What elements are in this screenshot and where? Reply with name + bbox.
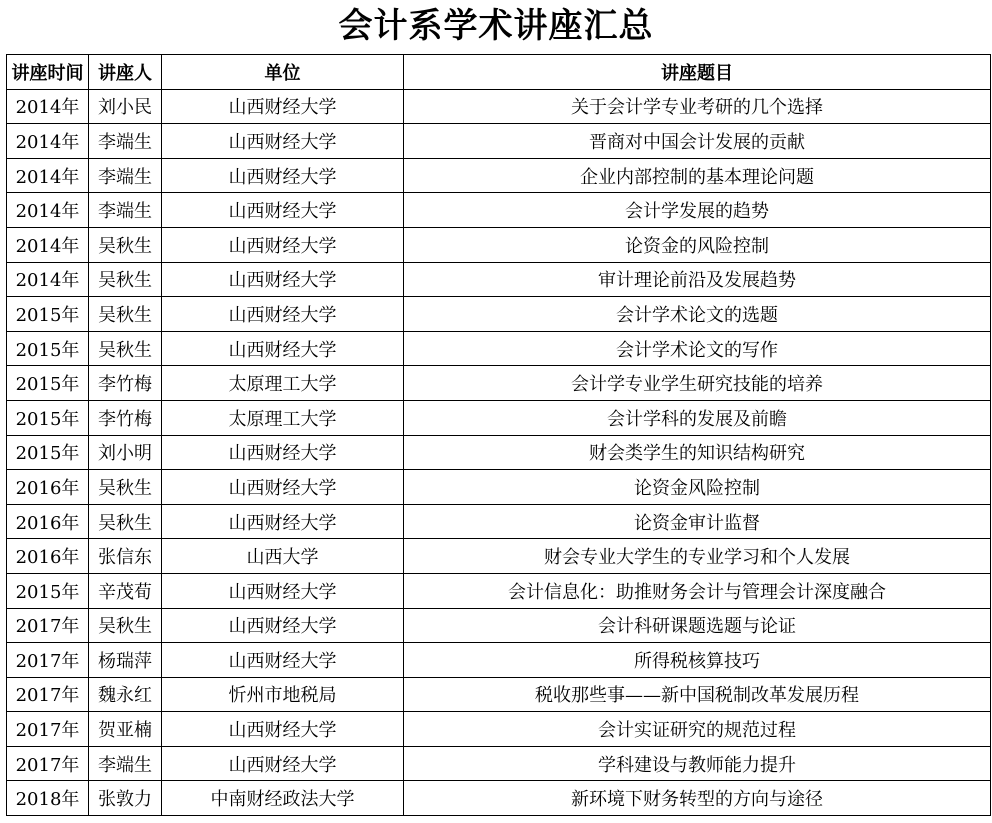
- table-row: [7, 573, 991, 608]
- lecturer-cell: 李端生: [89, 193, 162, 228]
- lecture-topic-cell: 关于会计学专业考研的几个选择: [404, 89, 991, 124]
- table-row: [7, 262, 991, 297]
- lecture-topic-cell: 会计学术论文的选题: [404, 297, 991, 332]
- table-row: [7, 124, 991, 159]
- unit-cell: 山西财经大学: [162, 435, 404, 470]
- table-row: [7, 746, 991, 781]
- lecture-time-cell: 2017年: [7, 712, 89, 747]
- unit-cell: 山西财经大学: [162, 193, 404, 228]
- lecture-topic-cell: 会计实证研究的规范过程: [404, 712, 991, 747]
- table-row: [7, 331, 991, 366]
- lecture-topic-cell: 所得税核算技巧: [404, 643, 991, 678]
- lecturer-cell: 吴秋生: [89, 470, 162, 505]
- lecturer-cell: 李端生: [89, 746, 162, 781]
- table-row: [7, 608, 991, 643]
- lecturer-cell: 李端生: [89, 158, 162, 193]
- lecturer-cell: 吴秋生: [89, 608, 162, 643]
- table-row: [7, 539, 991, 574]
- header-lecturer: 讲座人: [89, 55, 162, 90]
- lecturer-cell: 李竹梅: [89, 366, 162, 401]
- lecture-time-cell: 2015年: [7, 331, 89, 366]
- unit-cell: 太原理工大学: [162, 400, 404, 435]
- unit-cell: 山西财经大学: [162, 158, 404, 193]
- table-row: [7, 158, 991, 193]
- lecture-time-cell: 2014年: [7, 262, 89, 297]
- unit-cell: 山西财经大学: [162, 262, 404, 297]
- lecture-time-cell: 2017年: [7, 746, 89, 781]
- lecture-time-cell: 2016年: [7, 470, 89, 505]
- unit-cell: 山西财经大学: [162, 470, 404, 505]
- lecturer-cell: 张敦力: [89, 781, 162, 816]
- lecturer-cell: 李竹梅: [89, 400, 162, 435]
- table-row: [7, 89, 991, 124]
- unit-cell: 忻州市地税局: [162, 677, 404, 712]
- header-lecture-time: 讲座时间: [7, 55, 89, 90]
- lecture-topic-cell: 论资金审计监督: [404, 504, 991, 539]
- table-body: [7, 89, 991, 815]
- lecturer-cell: 刘小明: [89, 435, 162, 470]
- lecture-topic-cell: 晋商对中国会计发展的贡献: [404, 124, 991, 159]
- unit-cell: 山西财经大学: [162, 608, 404, 643]
- lecture-time-cell: 2017年: [7, 608, 89, 643]
- table-row: [7, 470, 991, 505]
- unit-cell: 山西财经大学: [162, 504, 404, 539]
- lecture-topic-cell: 财会专业大学生的专业学习和个人发展: [404, 539, 991, 574]
- lecturer-cell: 辛茂荀: [89, 573, 162, 608]
- table-row: [7, 297, 991, 332]
- lecture-time-cell: 2015年: [7, 297, 89, 332]
- lecture-topic-cell: 财会类学生的知识结构研究: [404, 435, 991, 470]
- lecturer-cell: 吴秋生: [89, 331, 162, 366]
- unit-cell: 山西财经大学: [162, 124, 404, 159]
- unit-cell: 山西财经大学: [162, 89, 404, 124]
- lecture-time-cell: 2017年: [7, 677, 89, 712]
- table-row: [7, 366, 991, 401]
- lecture-time-cell: 2015年: [7, 573, 89, 608]
- lecture-topic-cell: 会计学专业学生研究技能的培养: [404, 366, 991, 401]
- unit-cell: 山西财经大学: [162, 331, 404, 366]
- unit-cell: 山西财经大学: [162, 643, 404, 678]
- table-row: [7, 435, 991, 470]
- lecture-topic-cell: 论资金的风险控制: [404, 227, 991, 262]
- unit-cell: 中南财经政法大学: [162, 781, 404, 816]
- lecture-topic-cell: 审计理论前沿及发展趋势: [404, 262, 991, 297]
- lecture-time-cell: 2015年: [7, 400, 89, 435]
- unit-cell: 山西大学: [162, 539, 404, 574]
- lecturer-cell: 吴秋生: [89, 227, 162, 262]
- lecture-topic-cell: 会计信息化：助推财务会计与管理会计深度融合: [404, 573, 991, 608]
- unit-cell: 山西财经大学: [162, 297, 404, 332]
- table-row: [7, 643, 991, 678]
- lecture-time-cell: 2014年: [7, 124, 89, 159]
- lecture-topic-cell: 会计学发展的趋势: [404, 193, 991, 228]
- lecture-topic-cell: 学科建设与教师能力提升: [404, 746, 991, 781]
- table-row: [7, 781, 991, 816]
- lecturer-cell: 张信东: [89, 539, 162, 574]
- lecture-time-cell: 2016年: [7, 504, 89, 539]
- table-row: [7, 400, 991, 435]
- lecture-time-cell: 2014年: [7, 227, 89, 262]
- lecture-topic-cell: 税收那些事——新中国税制改革发展历程: [404, 677, 991, 712]
- table-row: [7, 677, 991, 712]
- lecturer-cell: 刘小民: [89, 89, 162, 124]
- lecture-time-cell: 2014年: [7, 158, 89, 193]
- lecture-topic-cell: 会计学术论文的写作: [404, 331, 991, 366]
- unit-cell: 山西财经大学: [162, 227, 404, 262]
- unit-cell: 山西财经大学: [162, 573, 404, 608]
- header-unit: 单位: [162, 55, 404, 90]
- table-row: [7, 193, 991, 228]
- lecture-time-cell: 2014年: [7, 89, 89, 124]
- lecture-time-cell: 2018年: [7, 781, 89, 816]
- lecture-topic-cell: 企业内部控制的基本理论问题: [404, 158, 991, 193]
- lecturer-cell: 吴秋生: [89, 262, 162, 297]
- lecture-time-cell: 2017年: [7, 643, 89, 678]
- lecture-time-cell: 2016年: [7, 539, 89, 574]
- lecture-topic-cell: 会计科研课题选题与论证: [404, 608, 991, 643]
- lecture-topic-cell: 新环境下财务转型的方向与途径: [404, 781, 991, 816]
- lecturer-cell: 吴秋生: [89, 504, 162, 539]
- lecturer-cell: 吴秋生: [89, 297, 162, 332]
- lecturer-cell: 贺亚楠: [89, 712, 162, 747]
- lecture-table: [6, 54, 991, 816]
- table-row: [7, 504, 991, 539]
- unit-cell: 太原理工大学: [162, 366, 404, 401]
- lecturer-cell: 杨瑞萍: [89, 643, 162, 678]
- table-header-row: [7, 55, 991, 90]
- table-row: [7, 712, 991, 747]
- header-lecture-topic: 讲座题目: [404, 55, 991, 90]
- lecture-time-cell: 2015年: [7, 366, 89, 401]
- unit-cell: 山西财经大学: [162, 746, 404, 781]
- lecture-time-cell: 2014年: [7, 193, 89, 228]
- lecturer-cell: 李端生: [89, 124, 162, 159]
- unit-cell: 山西财经大学: [162, 712, 404, 747]
- page-title: 会计系学术讲座汇总: [338, 6, 654, 46]
- table-row: [7, 227, 991, 262]
- lecture-time-cell: 2015年: [7, 435, 89, 470]
- lecture-topic-cell: 会计学科的发展及前瞻: [404, 400, 991, 435]
- lecture-topic-cell: 论资金风险控制: [404, 470, 991, 505]
- lecturer-cell: 魏永红: [89, 677, 162, 712]
